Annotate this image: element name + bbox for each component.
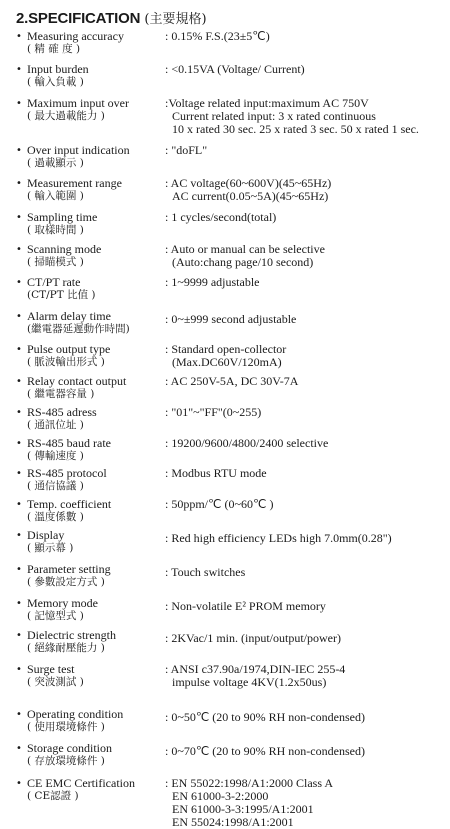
spec-label-text: CT/PT rate	[27, 275, 81, 289]
spec-value-line: : Red high efficiency LEDs high 7.0mm(0.28")	[165, 531, 392, 545]
bullet-icon: •	[16, 244, 22, 255]
spec-label-text: Maximum input over	[27, 96, 129, 110]
spec-label-block	[16, 144, 166, 170]
spec-value-line: EN 61000-3-3:1995/A1:2001	[172, 802, 314, 816]
spec-value-block	[165, 313, 447, 326]
spec-value-block	[165, 632, 447, 645]
spec-label-block	[16, 777, 166, 803]
spec-label-chinese: ( 通訊位址 )	[27, 419, 84, 431]
spec-value-line: : EN 55022:1998/A1:2000 Class A	[165, 776, 334, 790]
spec-label	[16, 97, 166, 110]
bullet-icon: •	[16, 311, 22, 322]
spec-label	[16, 177, 166, 190]
spec-value-line: : 50ppm/℃ (0~60℃ )	[165, 497, 274, 511]
spec-label-text: CE EMC Certification	[27, 776, 135, 790]
spec-value-line: : 0~50℃ (20 to 90% RH non-condensed)	[165, 710, 365, 724]
spec-label-chinese: ( 脈波輸出形式 )	[27, 356, 105, 368]
spec-label-block	[16, 343, 166, 369]
spec-label-text: Scanning mode	[27, 242, 102, 256]
spec-label-block	[16, 597, 166, 623]
spec-value-line: impulse voltage 4KV(1.2x50us)	[172, 675, 327, 689]
bullet-icon: •	[16, 468, 22, 479]
spec-label	[16, 529, 166, 542]
spec-value-block	[165, 663, 447, 689]
section-title: 2.SPECIFICATION	[16, 10, 141, 27]
spec-label-chinese: (CT/PT 比值 )	[27, 289, 96, 301]
spec-value-line: : 0~±999 second adjustable	[165, 312, 297, 326]
spec-label	[16, 144, 166, 157]
spec-value-line: : ANSI c37.90a/1974,DIN-IEC 255-4	[165, 662, 346, 676]
spec-label-text: Relay contact output	[27, 374, 127, 388]
spec-value-line: : Non-volatile E² PROM memory	[165, 599, 326, 613]
spec-label	[16, 629, 166, 642]
bullet-icon: •	[16, 277, 22, 288]
spec-label	[16, 563, 166, 576]
spec-label-block	[16, 310, 166, 336]
spec-label-block	[16, 467, 166, 493]
spec-value-block	[165, 177, 447, 203]
spec-value-line: Current related input: 3 x rated continuous	[172, 109, 376, 123]
bullet-icon: •	[16, 709, 22, 720]
spec-label-chinese: ( 輸入範圍 )	[27, 190, 84, 202]
bullet-icon: •	[16, 630, 22, 641]
bullet-icon: •	[16, 598, 22, 609]
spec-value-block	[165, 467, 447, 480]
spec-value-line: : 1~9999 adjustable	[165, 275, 260, 289]
spec-label-block	[16, 276, 166, 302]
spec-label-chinese: ( 顯示幕 )	[27, 542, 74, 554]
spec-label-block	[16, 437, 166, 463]
spec-label-block	[16, 529, 166, 555]
bullet-icon: •	[16, 438, 22, 449]
spec-label-text: Temp. coefficient	[27, 497, 112, 511]
spec-value-line: : 2KVac/1 min. (input/output/power)	[165, 631, 341, 645]
spec-label-chinese: ( 使用環境條件 )	[27, 721, 105, 733]
bullet-icon: •	[16, 407, 22, 418]
spec-label-text: Display	[27, 528, 65, 542]
spec-label-chinese: ( CE認證 )	[27, 790, 79, 802]
spec-label-chinese: ( 精 確 度 )	[27, 43, 81, 55]
spec-label	[16, 742, 166, 755]
spec-label-block	[16, 663, 166, 689]
spec-value-block	[165, 498, 447, 511]
spec-label-chinese: ( 傳輸速度 )	[27, 450, 84, 462]
bullet-icon: •	[16, 64, 22, 75]
spec-label-text: RS-485 protocol	[27, 466, 107, 480]
bullet-icon: •	[16, 499, 22, 510]
bullet-icon: •	[16, 530, 22, 541]
bullet-icon: •	[16, 743, 22, 754]
spec-label	[16, 406, 166, 419]
spec-label-text: RS-485 baud rate	[27, 436, 111, 450]
spec-label-block	[16, 498, 166, 524]
spec-label-block	[16, 63, 166, 89]
spec-label-block	[16, 97, 166, 123]
spec-label-block	[16, 742, 166, 768]
spec-label	[16, 375, 166, 388]
spec-label	[16, 276, 166, 289]
spec-value-line: : AC 250V-5A, DC 30V-7A	[165, 374, 299, 388]
spec-label-text: Memory mode	[27, 596, 98, 610]
spec-value-line: : 0.15% F.S.(23±5℃)	[165, 29, 270, 43]
bullet-icon: •	[16, 778, 22, 789]
spec-value-block	[165, 63, 447, 76]
spec-value-block	[165, 600, 447, 613]
bullet-icon: •	[16, 145, 22, 156]
bullet-icon: •	[16, 664, 22, 675]
spec-label-chinese: ( 突波測試 )	[27, 676, 84, 688]
spec-label	[16, 310, 166, 323]
section-title-chinese: (主要規格)	[144, 12, 207, 27]
spec-label-chinese: (繼電器延遲動作時間)	[27, 323, 130, 335]
spec-label-block	[16, 708, 166, 734]
spec-label-text: RS-485 adress	[27, 405, 97, 419]
spec-value-block	[165, 276, 447, 289]
spec-value-line: EN 61000-3-2:2000	[172, 789, 269, 803]
bullet-icon: •	[16, 98, 22, 109]
spec-label	[16, 437, 166, 450]
spec-label-chinese: ( 溫度係數 )	[27, 511, 84, 523]
spec-value-block	[165, 144, 447, 157]
spec-value-block	[165, 711, 447, 724]
spec-label-chinese: ( 取樣時間 )	[27, 224, 84, 236]
spec-value-line: : Modbus RTU mode	[165, 466, 267, 480]
spec-value-line: : Auto or manual can be selective	[165, 242, 325, 256]
spec-label	[16, 30, 166, 43]
spec-label	[16, 597, 166, 610]
spec-label-block	[16, 30, 166, 56]
spec-label	[16, 343, 166, 356]
spec-label	[16, 498, 166, 511]
spec-label-chinese: ( 掃瞄模式 )	[27, 256, 84, 268]
spec-label-block	[16, 243, 166, 269]
spec-label-block	[16, 406, 166, 432]
spec-label-block	[16, 563, 166, 589]
spec-value-line: : AC voltage(60~600V)(45~65Hz)	[165, 176, 332, 190]
spec-value-block	[165, 375, 447, 388]
spec-label	[16, 777, 166, 790]
section-heading	[16, 8, 207, 27]
spec-label-chinese: ( 參數設定方式 )	[27, 576, 105, 588]
spec-value-line: (Auto:chang page/10 second)	[172, 255, 314, 269]
spec-value-block	[165, 745, 447, 758]
spec-label-chinese: ( 繼電器容量 )	[27, 388, 95, 400]
spec-value-line: : 19200/9600/4800/2400 selective	[165, 436, 329, 450]
spec-label-chinese: ( 通信協議 )	[27, 480, 84, 492]
spec-label	[16, 211, 166, 224]
bullet-icon: •	[16, 178, 22, 189]
spec-label-text: Measurement range	[27, 176, 122, 190]
spec-label	[16, 467, 166, 480]
spec-label-text: Alarm delay time	[27, 309, 111, 323]
spec-label	[16, 243, 166, 256]
spec-value-line: AC current(0.05~5A)(45~65Hz)	[172, 189, 329, 203]
spec-value-block	[165, 777, 447, 829]
spec-label-text: Surge test	[27, 662, 75, 676]
spec-value-block	[165, 406, 447, 419]
spec-label	[16, 708, 166, 721]
spec-value-block	[165, 243, 447, 269]
spec-label-text: Operating condition	[27, 707, 124, 721]
spec-label-block	[16, 375, 166, 401]
bullet-icon: •	[16, 376, 22, 387]
spec-value-line: : 0~70℃ (20 to 90% RH non-condensed)	[165, 744, 365, 758]
spec-value-block	[165, 532, 447, 545]
spec-label-text: Storage condition	[27, 741, 112, 755]
spec-value-line: (Max.DC60V/120mA)	[172, 355, 282, 369]
spec-label-chinese: ( 絕緣耐壓能力 )	[27, 642, 105, 654]
spec-label	[16, 663, 166, 676]
spec-value-line: :Voltage related input:maximum AC 750V	[165, 96, 369, 110]
spec-value-line: : 1 cycles/second(total)	[165, 210, 277, 224]
spec-value-line: : "doFL"	[165, 143, 208, 157]
spec-label	[16, 63, 166, 76]
spec-value-line: EN 55024:1998/A1:2001	[172, 815, 294, 829]
spec-label-block	[16, 177, 166, 203]
spec-label-text: Over input indication	[27, 143, 130, 157]
spec-label-text: Parameter setting	[27, 562, 111, 576]
spec-label-text: Sampling time	[27, 210, 98, 224]
spec-value-line: : <0.15VA (Voltage/ Current)	[165, 62, 305, 76]
spec-label-block	[16, 211, 166, 237]
spec-value-line: : Touch switches	[165, 565, 246, 579]
spec-label-text: Pulse output type	[27, 342, 111, 356]
spec-value-block	[165, 437, 447, 450]
bullet-icon: •	[16, 564, 22, 575]
spec-label-chinese: ( 輸入負載 )	[27, 76, 84, 88]
spec-label-text: Measuring accuracy	[27, 29, 124, 43]
spec-value-block	[165, 30, 447, 43]
spec-label-text: Input burden	[27, 62, 89, 76]
spec-value-line: 10 x rated 30 sec. 25 x rated 3 sec. 50 x rated 1 sec.	[172, 122, 419, 136]
spec-value-block	[165, 343, 447, 369]
spec-label-chinese: ( 最大過載能力 )	[27, 110, 105, 122]
spec-label-chinese: ( 記憶型式 )	[27, 610, 84, 622]
spec-label-chinese: ( 過載顯示 )	[27, 157, 84, 169]
spec-label-text: Dielectric strength	[27, 628, 116, 642]
spec-value-block	[165, 566, 447, 579]
spec-label-chinese: ( 存放環境條件 )	[27, 755, 105, 767]
spec-value-line: : "01"~"FF"(0~255)	[165, 405, 262, 419]
spec-value-block	[165, 211, 447, 224]
bullet-icon: •	[16, 344, 22, 355]
bullet-icon: •	[16, 212, 22, 223]
spec-label-block	[16, 629, 166, 655]
spec-value-block	[165, 97, 447, 136]
bullet-icon: •	[16, 31, 22, 42]
spec-value-line: : Standard open-collector	[165, 342, 287, 356]
